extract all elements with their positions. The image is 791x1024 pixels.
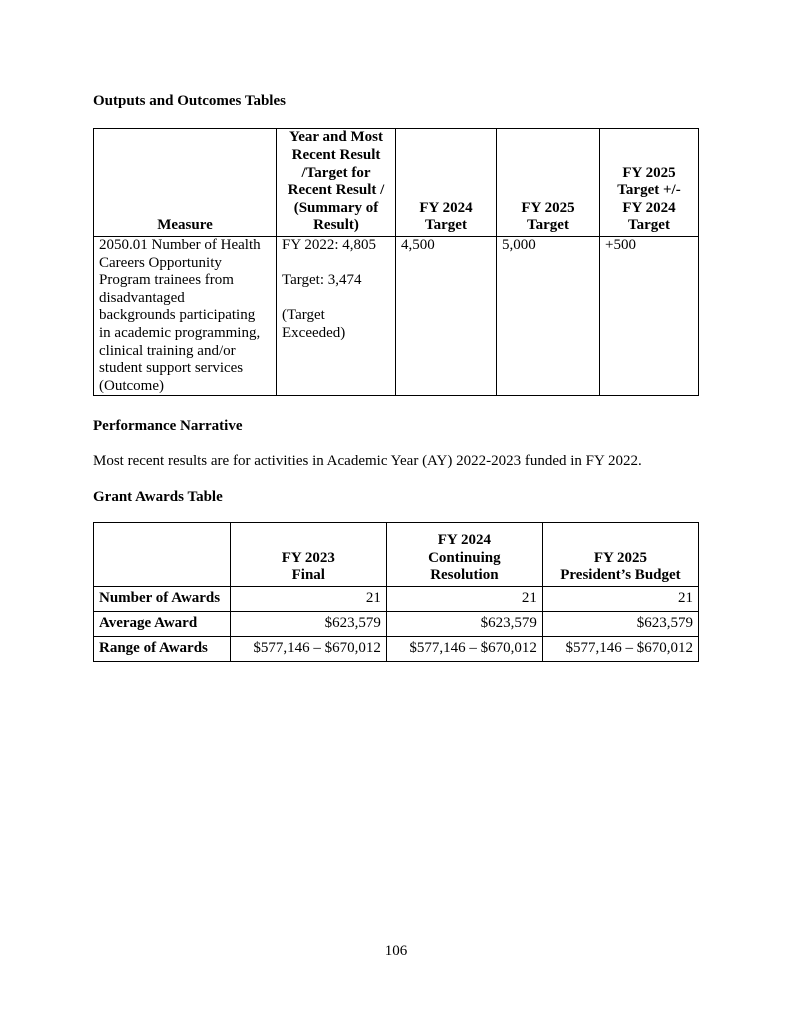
header-fy2025-target: FY 2025 Target bbox=[497, 129, 600, 237]
outcomes-header-row bbox=[94, 129, 699, 237]
row-label: Average Award bbox=[94, 612, 231, 637]
outcomes-table bbox=[93, 128, 699, 396]
table-row bbox=[94, 612, 699, 637]
grants-header-row bbox=[94, 523, 699, 587]
target-difference-cell: +500 bbox=[600, 237, 699, 396]
header-target-difference: FY 2025 Target +/- FY 2024 Target bbox=[600, 129, 699, 237]
header-recent-result: Year and Most Recent Result /Target for Recent Result / (Summary of Result) bbox=[277, 129, 396, 237]
grant-awards-table bbox=[93, 522, 699, 662]
table-row bbox=[94, 237, 699, 396]
fy2025-value: $577,146 – $670,012 bbox=[542, 637, 698, 662]
fy2023-value: $623,579 bbox=[230, 612, 386, 637]
narrative-heading: Performance Narrative bbox=[93, 418, 243, 434]
fy2023-value: $577,146 – $670,012 bbox=[230, 637, 386, 662]
recent-result-cell: FY 2022: 4,805 Target: 3,474 (Target Exceeded) bbox=[277, 237, 396, 396]
measure-cell: 2050.01 Number of Health Careers Opportunity Program trainees from disadvantaged backgrounds participating in academic programming, clinical training and/or student support services (Outcome) bbox=[94, 237, 277, 396]
header-fy2025-presidents-budget: FY 2025 President’s Budget bbox=[542, 523, 698, 587]
header-fy2024-target: FY 2024 Target bbox=[396, 129, 497, 237]
outcomes-heading: Outputs and Outcomes Tables bbox=[93, 93, 286, 109]
table-row bbox=[94, 637, 699, 662]
header-measure: Measure bbox=[94, 129, 277, 237]
row-label: Number of Awards bbox=[94, 587, 231, 612]
fy2024-value: $623,579 bbox=[386, 612, 542, 637]
fy2025-value: $623,579 bbox=[542, 612, 698, 637]
fy2023-value: 21 bbox=[230, 587, 386, 612]
table-row bbox=[94, 587, 699, 612]
fy2024-value: 21 bbox=[386, 587, 542, 612]
page-number: 106 bbox=[384, 943, 408, 959]
row-label: Range of Awards bbox=[94, 637, 231, 662]
header-fy2023-final: FY 2023 Final bbox=[230, 523, 386, 587]
fy2024-target-cell: 4,500 bbox=[396, 237, 497, 396]
grants-heading: Grant Awards Table bbox=[93, 489, 223, 505]
header-empty bbox=[94, 523, 231, 587]
fy2025-value: 21 bbox=[542, 587, 698, 612]
narrative-text: Most recent results are for activities in Academic Year (AY) 2022-2023 funded in FY 2022. bbox=[93, 453, 642, 469]
fy2024-value: $577,146 – $670,012 bbox=[386, 637, 542, 662]
header-fy2024-continuing-resolution: FY 2024 Continuing Resolution bbox=[386, 523, 542, 587]
fy2025-target-cell: 5,000 bbox=[497, 237, 600, 396]
